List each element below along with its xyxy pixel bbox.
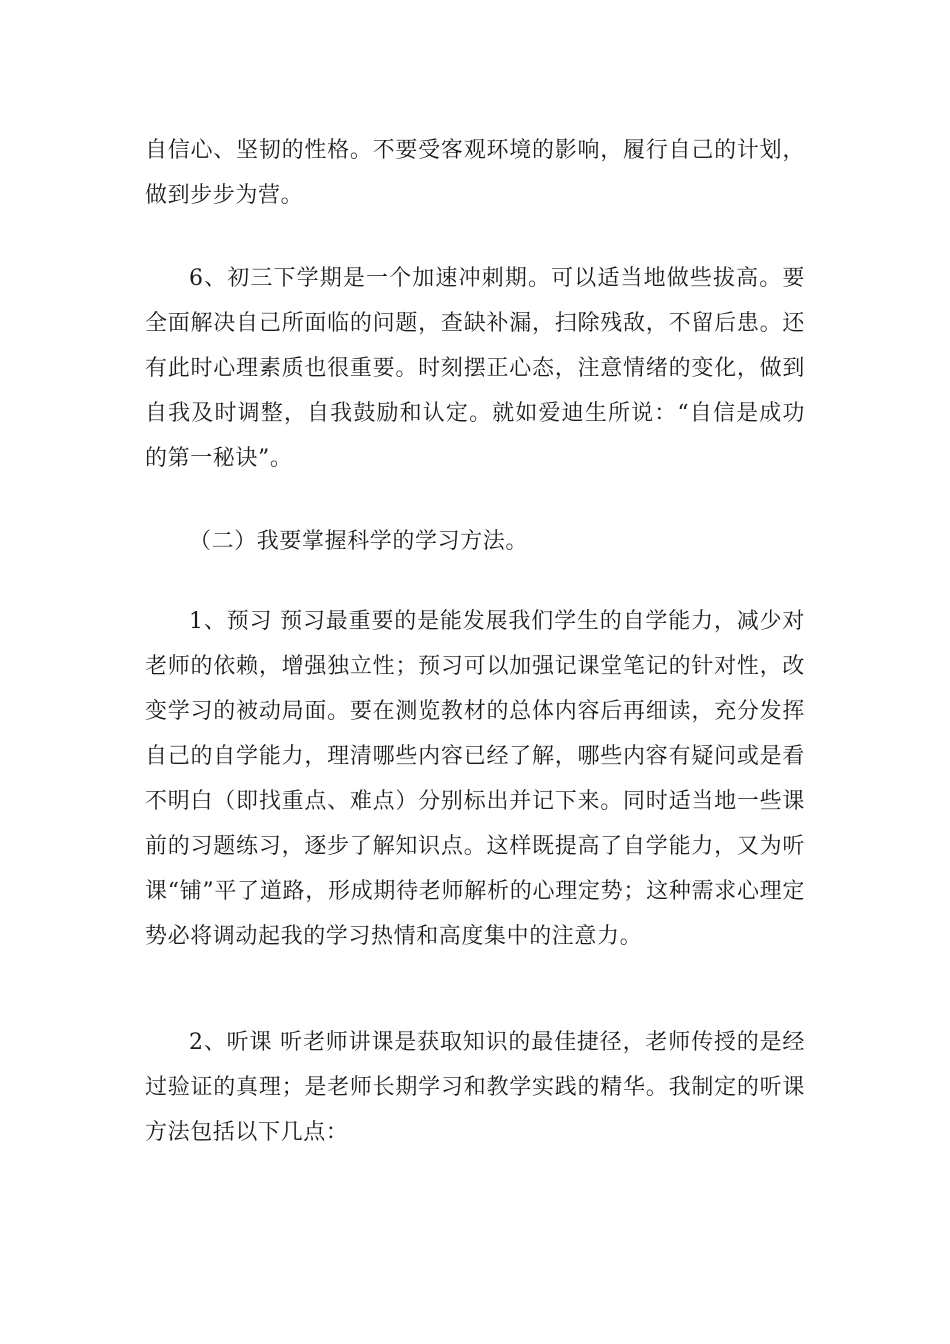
paragraph-continuation: 自信心、坚韧的性格。不要受客观环境的影响，履行自己的计划，做到步步为营。 (145, 138, 805, 208)
paragraph-item-2-listening: 2、听课 听老师讲课是获取知识的最佳捷径，老师传授的是经过验证的真理；是老师长期学习和教学实践的精华。我制定的听课方法包括以下几点： (145, 1030, 805, 1145)
paragraph-item-6: 6、初三下学期是一个加速冲刺期。可以适当地做些拔高。要全面解决自己所面临的问题，查缺补漏，扫除残敌，不留后患。还有此时心理素质也很重要。时刻摆正心态，注意情绪的变化，做到自我及时调整，自我鼓励和认定。就如爱迪生所说：“自信是成功的第一秘诀”。 (145, 266, 805, 471)
paragraph-item-1-preview: 1、预习 预习最重要的是能发展我们学生的自学能力，减少对老师的依赖，增强独立性；预习可以加强记课堂笔记的针对性，改变学习的被动局面。要在测览教材的总体内容后再细读，充分发挥自己的自学能力，理清哪些内容已经了解，哪些内容有疑问或是看不明白（即找重点、难点）分别标出并记下来。同时适当地一些课前的习题练习，逐步了解知识点。这样既提高了自学能力，又为听课“铺”平了道路，形成期待老师解析的心理定势；这种需求心理定势必将调动起我的学习热情和高度集中的注意力。 (145, 609, 805, 949)
section-heading: （二）我要掌握科学的学习方法。 (189, 529, 529, 554)
